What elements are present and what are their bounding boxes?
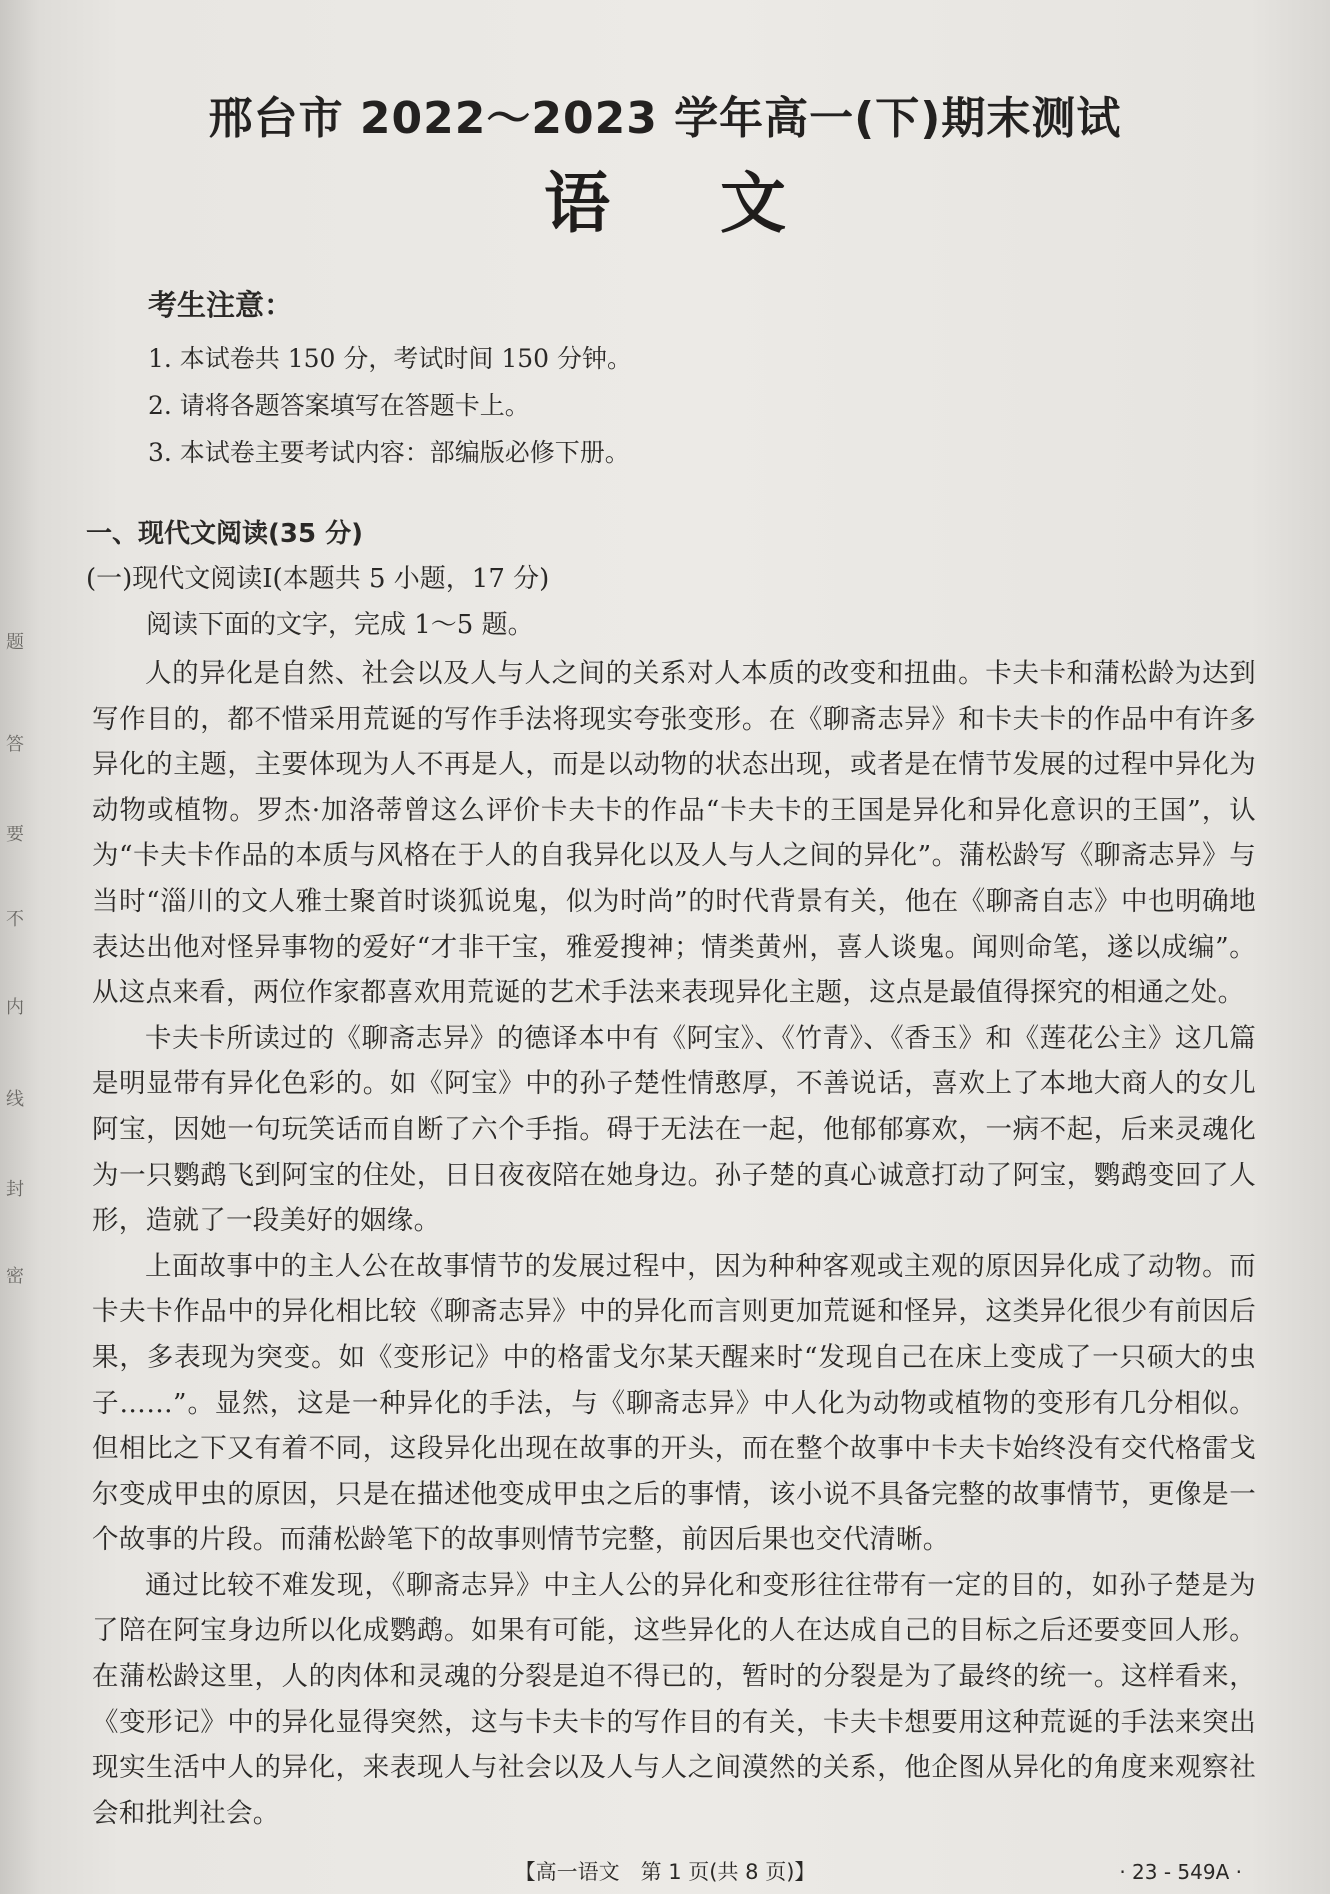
binding-char: 封 [6, 1179, 24, 1200]
section-heading: 一、现代文阅读(35 分) [86, 519, 363, 549]
notice-list [148, 335, 632, 476]
subsection-heading: (一)现代文阅读Ⅰ(本题共 5 小题，17 分) [86, 564, 550, 594]
binding-char: 答 [6, 734, 24, 755]
subject-title: 语文 [544, 165, 896, 242]
passage-paragraph: 卡夫卡所读过的《聊斋志异》的德译本中有《阿宝》、《竹青》、《香玉》和《莲花公主》这几篇是明显带有异化色彩的。如《阿宝》中的孙子楚性情憨厚，不善说话，喜欢上了本地大商人的女儿阿宝，因她一句玩笑话而自断了六个手指。碍于无法在一起，他郁郁寡欢，一病不起，后来灵魂化为一只鹦鹉飞到阿宝的住处，日日夜夜陪在她身边。孙子楚的真心诚意打动了阿宝，鹦鹉变回了人形，造就了一段美好的姻缘。 [92, 1022, 1256, 1237]
binding-char: 题 [6, 632, 24, 653]
notice-heading: 考生注意： [148, 288, 294, 322]
passage-paragraph: 上面故事中的主人公在故事情节的发展过程中，因为种种客观或主观的原因异化成了动物。而卡夫卡作品中的异化相比较《聊斋志异》中的异化而言则更加荒诞和怪异，这类异化很少有前因后果，多表现为突变。如《变形记》中的格雷戈尔某天醒来时“发现自己在床上变成了一只硕大的虫子……”。显然，这是一种异化的手法，与《聊斋志异》中人化为动物或植物的变形有几分相似。但相比之下又有着不同，这段异化出现在故事的开头，而在整个故事中卡夫卡始终没有交代格雷戈尔变成甲虫的原因，只是在描述他变成甲虫之后的事情，该小说不具备完整的故事情节，更像是一个故事的片段。而蒲松龄笔下的故事则情节完整，前因后果也交代清晰。 [92, 1250, 1256, 1556]
binding-char: 要 [6, 824, 24, 845]
binding-char: 不 [6, 909, 24, 930]
reading-passage [92, 651, 1256, 1836]
binding-char: 内 [6, 997, 24, 1018]
exam-code: · 23 - 549A · [1119, 1860, 1242, 1884]
binding-char: 线 [6, 1089, 24, 1110]
passage-paragraph: 通过比较不难发现，《聊斋志异》中主人公的异化和变形往往带有一定的目的，如孙子楚是为了陪在阿宝身边所以化成鹦鹉。如果有可能，这些异化的人在达成自己的目标之后还要变回人形。在蒲松龄这里，人的肉体和灵魂的分裂是迫不得已的，暂时的分裂是为了最终的统一。这样看来，《变形记》中的异化显得突然，这与卡夫卡的写作目的有关，卡夫卡想要用这种荒诞的手法来突出现实生活中人的异化，来表现人与社会以及人与人之间漠然的关系，他企图从异化的角度来观察社会和批判社会。 [92, 1569, 1256, 1829]
binding-margin [0, 0, 34, 1894]
page-footer-label: 【高一语文 第 1 页(共 8 页)】 [514, 1860, 816, 1884]
exam-title: 邢台市 2022～2023 学年高一(下)期末测试 [208, 93, 1122, 144]
binding-char: 密 [6, 1266, 24, 1287]
notice-item: 1. 本试卷共 150 分，考试时间 150 分钟。 [148, 344, 633, 373]
passage-paragraph: 人的异化是自然、社会以及人与人之间的关系对人本质的改变和扭曲。卡夫卡和蒲松龄为达到写作目的，都不惜采用荒诞的写作手法将现实夸张变形。在《聊斋志异》和卡夫卡的作品中有许多异化的主题，主要体现为人不再是人，而是以动物的状态出现，或者是在情节发展的过程中异化为动物或植物。罗杰·加洛蒂曾这么评价卡夫卡的作品“卡夫卡的王国是异化和异化意识的王国”，认为“卡夫卡作品的本质与风格在于人的自我异化以及人与人之间的异化”。蒲松龄写《聊斋志异》与当时“淄川的文人雅士聚首时谈狐说鬼，似为时尚”的时代背景有关，他在《聊斋自志》中也明确地表达出他对怪异事物的爱好“才非干宝，雅爱搜神；情类黄州，喜人谈鬼。闻则命笔，遂以成编”。从这点来看，两位作家都喜欢用荒诞的艺术手法来表现异化主题，这点是最值得探究的相通之处。 [92, 658, 1256, 1009]
notice-item: 3. 本试卷主要考试内容：部编版必修下册。 [148, 438, 630, 467]
notice-item: 2. 请将各题答案填写在答题卡上。 [148, 391, 530, 420]
reading-instruction: 阅读下面的文字，完成 1～5 题。 [146, 610, 534, 640]
